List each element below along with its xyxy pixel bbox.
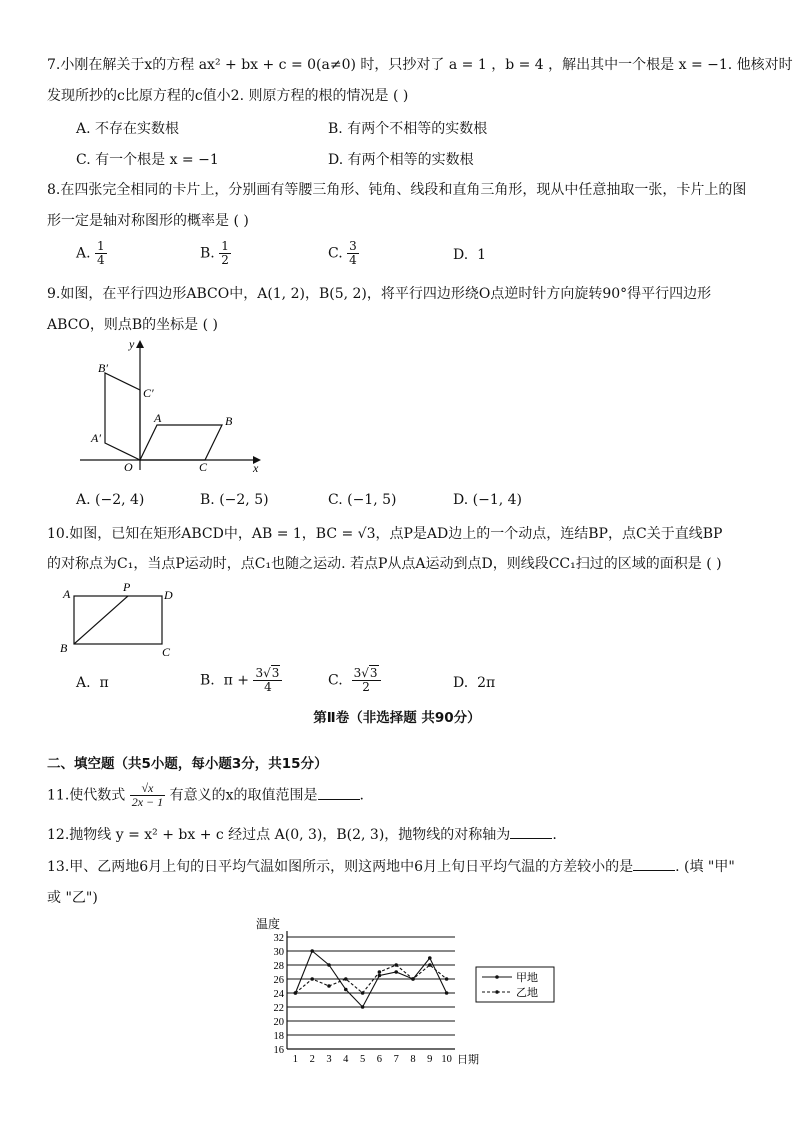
x-tick-label: 4 — [343, 1054, 349, 1065]
q11: 11.使代数式 $\frac{√x}{2x - 1}$ 有意义的x的取值范围是 . — [47, 781, 364, 809]
data-point — [361, 1005, 365, 1009]
q12-blank[interactable] — [510, 826, 552, 839]
label-b: B — [225, 414, 233, 428]
q10-line2: 的对称点为C₁，当点P运动时，点C₁也随之运动. 若点P从点A运动到点D，则线段CC₁扫过的区域的面积是 ( ) — [47, 556, 722, 572]
legend-label: 乙地 — [516, 987, 538, 999]
rectangle-abcd — [74, 596, 162, 644]
label-x: x — [253, 461, 259, 475]
label-p: P — [123, 580, 131, 594]
x-tick-label: 5 — [359, 1054, 366, 1065]
q10-option-a: A. π — [76, 675, 109, 691]
data-point — [411, 977, 415, 981]
y-tick-label: 24 — [273, 989, 284, 1000]
q10-option-d: D. 2π — [453, 675, 496, 691]
q7-option-d: D. 有两个相等的实数根 — [328, 152, 474, 168]
label-y: y — [129, 337, 135, 351]
section2-title: 二、填空题（共5小题，每小题3分，共15分） — [47, 756, 328, 772]
data-point — [394, 970, 398, 974]
label-o: O — [124, 460, 133, 474]
legend-marker — [495, 990, 499, 994]
chart-ylabel: 温度 — [256, 917, 281, 931]
data-point — [344, 988, 348, 992]
label-c-prime: C′ — [143, 386, 154, 400]
q9-option-d: D. (−1, 4) — [453, 492, 522, 508]
q10-figure — [55, 578, 185, 660]
data-point — [378, 974, 382, 978]
q7-line1: 7.小刚在解关于x的方程 ax² + bx + c = 0(a≠0) 时，只抄对了 a = 1 ，b = 4 ，解出其中一个根是 x = −1. 他核对时 — [47, 57, 793, 73]
data-point — [428, 956, 432, 960]
x-tick-label: 9 — [427, 1054, 433, 1065]
q13-line2: 或 "乙") — [47, 890, 98, 906]
data-point — [310, 949, 314, 953]
temperature-chart — [250, 912, 570, 1072]
q7-line2: 发现所抄的c比原方程的c值小2. 则原方程的根的情况是 ( ) — [47, 88, 409, 104]
q8-option-b: B. $\frac{1}{2}$ — [200, 239, 229, 267]
q7-option-a: A. 不存在实数根 — [76, 121, 180, 137]
q9-option-c: C. (−1, 5) — [328, 492, 397, 508]
y-tick-label: 26 — [273, 975, 284, 986]
q10-option-c: C. $\frac{3√3}{2}$ — [328, 667, 381, 694]
data-point — [445, 991, 449, 995]
q10-option-b: B. π + $\frac{3√3}{4}$ — [200, 667, 282, 694]
data-point — [445, 977, 449, 981]
label-c: C — [162, 645, 171, 659]
chart-legend — [476, 967, 554, 1002]
q9-option-a: A. (−2, 4) — [76, 492, 145, 508]
q13-blank[interactable] — [633, 858, 675, 871]
q9-option-b: B. (−2, 5) — [200, 492, 269, 508]
y-axis-arrow — [136, 340, 144, 348]
data-point — [428, 963, 432, 967]
y-tick-label: 32 — [273, 933, 284, 944]
x-tick-label: 7 — [393, 1054, 399, 1065]
x-tick-label: 2 — [309, 1054, 315, 1065]
label-a: A — [63, 587, 71, 601]
q9-line2: ABCO，则点B的坐标是 ( ) — [47, 317, 218, 333]
y-tick-label: 20 — [273, 1017, 284, 1028]
q9-figure — [75, 335, 265, 475]
label-b: B — [60, 641, 68, 655]
chart-xlabel: 日期 — [457, 1054, 479, 1066]
x-tick-label: 8 — [410, 1054, 416, 1065]
q8-line1: 8.在四张完全相同的卡片上，分别画有等腰三角形、钝角、线段和直角三角形，现从中任意抽取一张，卡片上的图 — [47, 182, 747, 198]
q7-option-b: B. 有两个不相等的实数根 — [328, 121, 488, 137]
data-point — [344, 977, 348, 981]
data-point — [327, 984, 331, 988]
q11-blank[interactable] — [318, 787, 360, 800]
q8-line2: 形一定是轴对称图形的概率是 ( ) — [47, 213, 249, 229]
x-tick-label: 6 — [376, 1054, 383, 1065]
y-tick-label: 28 — [273, 961, 284, 972]
part2-title: 第Ⅱ卷（非选择题 共90分） — [313, 710, 481, 726]
q10-line1: 10.如图，已知在矩形ABCD中，AB = 1，BC = √3，点P是AD边上的一个动点，连结BP，点C关于直线BP — [47, 526, 723, 542]
data-point — [327, 963, 331, 967]
q8-option-c: C. $\frac{3}{4}$ — [328, 239, 357, 267]
q8-option-a: A. $\frac{1}{4}$ — [76, 239, 105, 267]
label-a: A — [154, 411, 162, 425]
legend-marker — [495, 975, 499, 979]
x-tick-label: 1 — [292, 1054, 299, 1065]
legend-label: 甲地 — [516, 972, 538, 984]
x-tick-label: 10 — [441, 1054, 452, 1065]
segment-bp — [74, 596, 128, 644]
label-a-prime: A′ — [91, 431, 101, 445]
y-tick-label: 16 — [273, 1045, 284, 1056]
legend-box — [476, 967, 554, 1002]
data-point — [394, 963, 398, 967]
y-tick-label: 30 — [273, 947, 284, 958]
y-tick-label: 22 — [273, 1003, 284, 1014]
label-b-prime: B′ — [98, 361, 108, 375]
x-tick-label: 3 — [326, 1054, 332, 1065]
q9-line1: 9.如图，在平行四边形ABCO中，A(1, 2)，B(5, 2)，将平行四边形绕O点逆时针方向旋转90°得平行四边形 — [47, 286, 712, 302]
label-c: C — [199, 460, 208, 474]
label-d: D — [164, 588, 173, 602]
data-point — [361, 991, 365, 995]
data-point — [294, 991, 298, 995]
q8-option-d: D. 1 — [453, 247, 487, 263]
q7-option-c: C. 有一个根是 x = −1 — [76, 152, 219, 168]
q13-line1: 13.甲、乙两地6月上旬的日平均气温如图所示，则这两地中6月上旬日平均气温的方差较小的是 . (填 "甲" — [47, 859, 735, 875]
parallelogram-abco — [140, 425, 222, 460]
data-point — [310, 977, 314, 981]
parallelogram-rotated — [105, 373, 140, 460]
q12: 12.抛物线 y = x² + bx + c 经过点 A(0, 3)，B(2, 3)，抛物线的对称轴为 . — [47, 827, 557, 843]
data-point — [378, 970, 382, 974]
y-tick-label: 18 — [273, 1031, 284, 1042]
